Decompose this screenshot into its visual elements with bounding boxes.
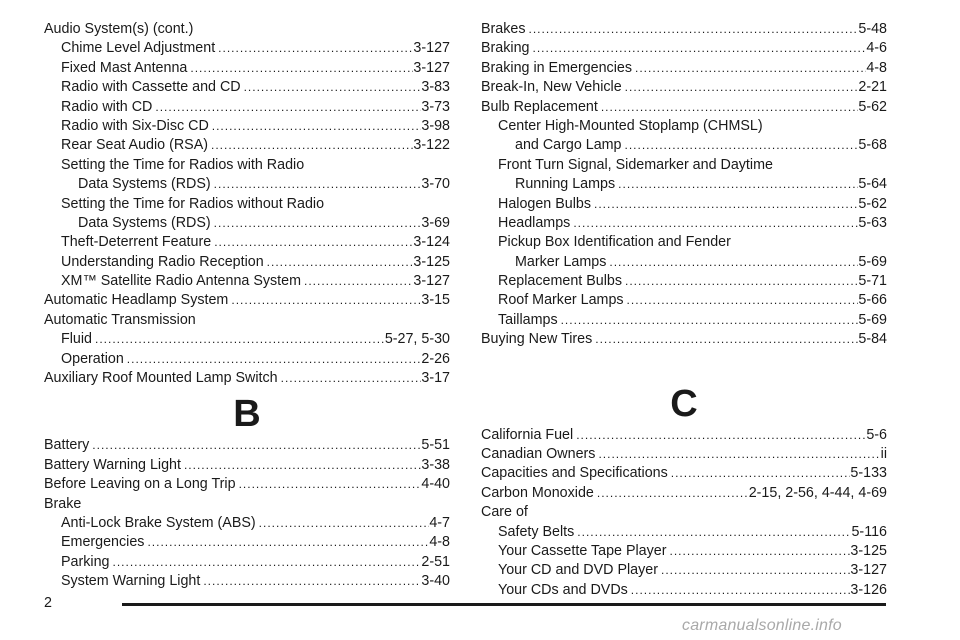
dot-leader [215, 39, 413, 58]
index-entry [44, 514, 450, 533]
index-entry [44, 136, 450, 155]
index-entry [44, 350, 450, 369]
index-entry [44, 117, 450, 136]
entry-text: Emergencies [61, 534, 145, 551]
entry-page-ref: 3-124 [413, 234, 450, 251]
entry-page-ref: 3-127 [413, 40, 450, 57]
dot-leader [592, 330, 858, 349]
entry-text: Break-In, New Vehicle [481, 79, 622, 96]
section-letter: C [670, 382, 698, 425]
entry-page-ref: 2-26 [421, 350, 450, 367]
entry-text: Running Lamps [515, 176, 616, 193]
entry-page-ref: 5-6 [866, 426, 887, 443]
dot-leader [622, 272, 858, 291]
entry-page-ref: 3-15 [421, 292, 450, 309]
entry-text: California Fuel [481, 426, 574, 443]
index-entry [44, 456, 450, 475]
entry-text: Before Leaving on a Long Trip [44, 476, 236, 493]
dot-leader [144, 533, 429, 552]
index-entry [44, 311, 450, 330]
dot-leader [208, 136, 413, 155]
dot-leader [622, 78, 859, 97]
entry-page-ref: 5-64 [858, 176, 887, 193]
entry-text: Battery [44, 437, 90, 454]
entry-page-ref: 5-48 [858, 21, 887, 37]
index-entry [481, 59, 887, 78]
dot-leader [529, 39, 866, 58]
index-entry [481, 426, 887, 445]
index-entry [44, 553, 450, 572]
index-entry [481, 581, 887, 600]
entry-text: Headlamps [498, 214, 571, 231]
entry-text: Radio with CD [61, 98, 153, 115]
entry-text: Understanding Radio Reception [61, 253, 264, 270]
entry-page-ref: 2-51 [421, 553, 450, 570]
entry-text: and Cargo Lamp [515, 137, 622, 154]
entry-page-ref: 5-66 [858, 292, 887, 309]
entry-text: Setting the Time for Radios with Radio [61, 156, 305, 173]
entry-page-ref: 5-116 [851, 523, 887, 540]
entry-page-ref: 4-40 [421, 476, 450, 493]
index-entry [44, 20, 450, 39]
entry-text: Rear Seat Audio (RSA) [61, 137, 209, 154]
entry-page-ref: 3-127 [413, 273, 450, 290]
index-entry [44, 533, 450, 552]
index-entry [44, 475, 450, 494]
index-entry [481, 445, 887, 464]
entry-text: Safety Belts [498, 523, 575, 540]
index-entry [481, 330, 887, 349]
entry-page-ref: 3-125 [850, 542, 887, 559]
entry-page-ref: 3-125 [413, 253, 450, 270]
entry-text: Radio with Cassette and CD [61, 79, 241, 96]
entry-text: Parking [61, 553, 110, 570]
entry-text: Bulb Replacement [481, 98, 598, 115]
dot-leader [211, 175, 422, 194]
dot-leader [598, 98, 859, 117]
page-number: 2 [44, 595, 52, 611]
entry-page-ref: 3-122 [413, 137, 450, 154]
entry-page-ref: 5-51 [421, 437, 450, 454]
index-entry [44, 330, 450, 349]
index-entry [44, 369, 450, 388]
entry-page-ref: 4-7 [429, 514, 450, 531]
entry-page-ref: 3-17 [421, 370, 450, 387]
entry-text: XM™ Satellite Radio Antenna System [61, 273, 301, 290]
section-spacer [481, 350, 887, 378]
dot-leader [152, 98, 421, 117]
index-entry [44, 214, 450, 233]
entry-page-ref: 3-127 [850, 562, 887, 579]
entry-text: Your CDs and DVDs [498, 581, 628, 598]
index-entry [481, 253, 887, 272]
index-entry [481, 39, 887, 58]
dot-leader [632, 59, 866, 78]
entry-text: Data Systems (RDS) [78, 214, 211, 231]
index-entry [481, 484, 887, 503]
entry-text: Data Systems (RDS) [78, 176, 211, 193]
entry-page-ref: 5-71 [858, 273, 887, 290]
dot-leader [236, 475, 422, 494]
entry-page-ref: 5-84 [858, 331, 887, 348]
entry-page-ref: 5-62 [858, 195, 887, 212]
entry-page-ref: 2-15, 2-56, 4-44, 4-69 [748, 484, 887, 501]
index-entry [44, 98, 450, 117]
dot-leader [628, 581, 851, 600]
entry-text: Braking in Emergencies [481, 59, 632, 76]
dot-leader [615, 175, 858, 194]
index-entry [44, 436, 450, 455]
entry-text: Marker Lamps [515, 253, 607, 270]
index-column-right [481, 20, 887, 600]
dot-leader [109, 553, 421, 572]
dot-leader [89, 436, 421, 455]
entry-page-ref: 3-40 [421, 573, 450, 590]
dot-leader [624, 291, 859, 310]
index-entry [481, 291, 887, 310]
index-entry [481, 195, 887, 214]
dot-leader [594, 484, 749, 503]
index-entry [481, 311, 887, 330]
entry-text: Center High-Mounted Stoplamp (CHMSL) [498, 117, 763, 134]
index-entry [481, 523, 887, 542]
dot-leader [278, 369, 422, 388]
entry-text: Carbon Monoxide [481, 484, 594, 501]
entry-page-ref: 5-133 [850, 465, 887, 482]
entry-page-ref: 5-69 [858, 253, 887, 270]
index-entry [481, 78, 887, 97]
entry-text: Radio with Six-Disc CD [61, 117, 209, 134]
entry-text: Anti-Lock Brake System (ABS) [61, 514, 256, 531]
index-entry [481, 561, 887, 580]
entry-page-ref: 5-69 [858, 311, 887, 328]
entry-text: Taillamps [498, 311, 558, 328]
entry-text: Theft-Deterrent Feature [61, 234, 212, 251]
entry-text: Automatic Transmission [44, 311, 196, 328]
dot-leader [574, 523, 851, 542]
entry-text: Auxiliary Roof Mounted Lamp Switch [44, 370, 278, 387]
entry-text: Setting the Time for Radios without Radio [61, 195, 325, 212]
entry-page-ref: 3-70 [421, 176, 450, 193]
dot-leader [181, 456, 421, 475]
entry-text: Roof Marker Lamps [498, 292, 624, 309]
dot-leader [570, 214, 858, 233]
dot-leader [187, 59, 413, 78]
entry-page-ref: 3-83 [421, 79, 450, 96]
index-entry [481, 503, 887, 522]
entry-page-ref: 3-73 [421, 98, 450, 115]
entry-text: Fixed Mast Antenna [61, 59, 188, 76]
index-entry [481, 156, 887, 175]
dot-leader [526, 20, 859, 39]
dot-leader [211, 214, 422, 233]
index-entry [481, 272, 887, 291]
entry-text: Braking [481, 40, 530, 57]
dot-leader [622, 136, 859, 155]
index-entry [481, 20, 887, 39]
index-entry [481, 214, 887, 233]
watermark[interactable]: carmanualsonline.info [682, 617, 842, 634]
entry-page-ref: 3-126 [850, 581, 887, 598]
dot-leader [124, 350, 422, 369]
dot-leader [200, 572, 421, 591]
index-entry [481, 117, 887, 136]
index-entry [44, 156, 450, 175]
entry-text: Your Cassette Tape Player [498, 542, 667, 559]
dot-leader [573, 426, 866, 445]
entry-page-ref: 4-6 [866, 40, 887, 57]
index-entry [44, 59, 450, 78]
entry-text: Buying New Tires [481, 331, 593, 348]
footer-rule [122, 603, 886, 606]
entry-page-ref: 5-62 [858, 98, 887, 115]
index-entry [44, 39, 450, 58]
entry-text: Automatic Headlamp System [44, 292, 229, 309]
dot-leader [301, 272, 413, 291]
dot-leader [668, 464, 851, 483]
index-entry [44, 572, 450, 591]
entry-page-ref: 3-69 [421, 214, 450, 231]
entry-text: Chime Level Adjustment [61, 40, 216, 57]
index-entry [44, 195, 450, 214]
dot-leader [606, 253, 858, 272]
dot-leader [92, 330, 385, 349]
dot-leader [228, 291, 421, 310]
dot-leader [667, 542, 851, 561]
entry-text: Battery Warning Light [44, 456, 181, 473]
dot-leader [256, 514, 430, 533]
entry-page-ref: 5-63 [858, 214, 887, 231]
dot-leader [658, 561, 850, 580]
dot-leader [209, 117, 422, 136]
dot-leader [211, 233, 413, 252]
entry-page-ref: 2-21 [858, 79, 887, 96]
entry-page-ref: 3-98 [421, 117, 450, 134]
index-entry [44, 233, 450, 252]
entry-text: Front Turn Signal, Sidemarker and Daytime [498, 156, 773, 173]
dot-leader [558, 311, 859, 330]
entry-text: Halogen Bulbs [498, 195, 591, 212]
index-entry [481, 542, 887, 561]
index-entry [481, 175, 887, 194]
entry-page-ref: 3-38 [421, 456, 450, 473]
index-entry [44, 291, 450, 310]
entry-text: Replacement Bulbs [498, 273, 622, 290]
dot-leader [241, 78, 422, 97]
dot-leader [264, 253, 414, 272]
entry-text: Care of [481, 504, 528, 521]
entry-page-ref: ii [880, 446, 887, 463]
index-entry [44, 175, 450, 194]
entry-text: Canadian Owners [481, 446, 596, 463]
entry-text: Brake [44, 495, 82, 512]
entry-text: Brakes [481, 21, 526, 37]
index-entry [44, 253, 450, 272]
entry-text: Operation [61, 350, 124, 367]
index-entry [44, 272, 450, 291]
entry-text: System Warning Light [61, 573, 201, 590]
index-entry [44, 495, 450, 514]
dot-leader [591, 195, 858, 214]
index-entry [481, 98, 887, 117]
index-entry [481, 464, 887, 483]
entry-page-ref: 3-127 [413, 59, 450, 76]
entry-text: Capacities and Specifications [481, 465, 668, 482]
index-entry [481, 233, 887, 252]
entry-page-ref: 5-27, 5-30 [384, 331, 450, 348]
entry-page-ref: 5-68 [858, 137, 887, 154]
section-letter: B [233, 393, 261, 436]
entry-text: Fluid [61, 331, 92, 348]
index-entry [481, 136, 887, 155]
index-column-left [44, 20, 450, 592]
entry-text: Pickup Box Identification and Fender [498, 234, 731, 251]
entry-page-ref: 4-8 [866, 59, 887, 76]
entry-page-ref: 4-8 [429, 534, 450, 551]
index-entry [44, 78, 450, 97]
dot-leader [595, 445, 880, 464]
entry-text: Audio System(s) (cont.) [44, 21, 194, 37]
entry-text: Your CD and DVD Player [498, 562, 658, 579]
